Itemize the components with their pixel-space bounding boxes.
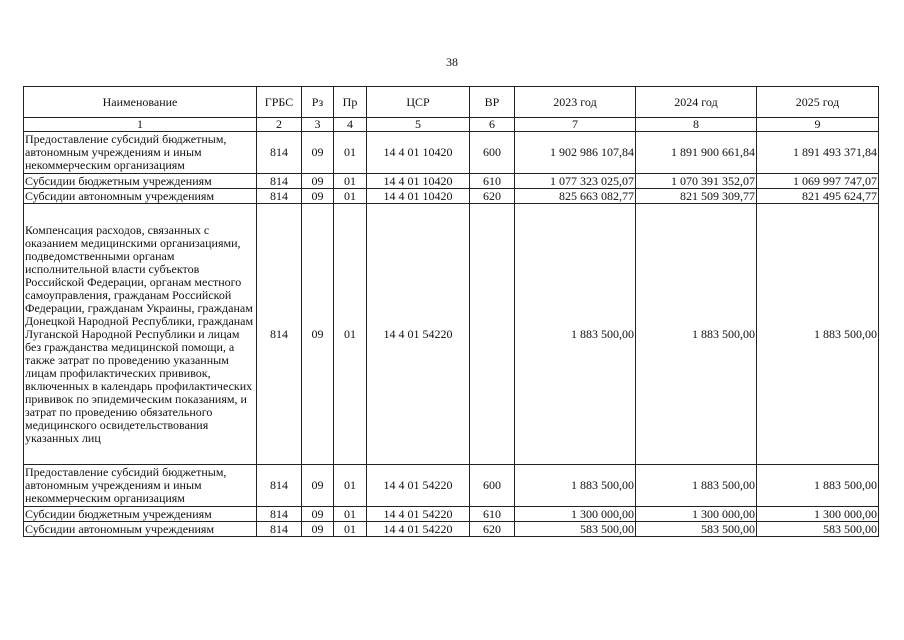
cell-pr: 01 [334, 522, 367, 537]
cell-csr: 14 4 01 10420 [367, 189, 470, 204]
cell-csr: 14 4 01 54220 [367, 507, 470, 522]
cell-2023: 1 300 000,00 [515, 507, 636, 522]
cell-rz: 09 [302, 204, 334, 465]
column-number: 6 [470, 118, 515, 132]
cell-2025: 1 883 500,00 [757, 204, 879, 465]
cell-vr: 610 [470, 174, 515, 189]
table-row [24, 132, 879, 174]
header-vr: ВР [470, 87, 515, 118]
header-2023: 2023 год [515, 87, 636, 118]
column-number: 1 [24, 118, 257, 132]
cell-2025: 1 883 500,00 [757, 465, 879, 507]
cell-csr: 14 4 01 54220 [367, 465, 470, 507]
cell-2025: 1 891 493 371,84 [757, 132, 879, 174]
cell-grbs: 814 [257, 132, 302, 174]
column-number: 5 [367, 118, 470, 132]
cell-name: Субсидии автономным учреждениям [24, 189, 257, 204]
cell-2023: 1 883 500,00 [515, 204, 636, 465]
cell-2024: 1 883 500,00 [636, 204, 757, 465]
cell-2025: 1 069 997 747,07 [757, 174, 879, 189]
table-header-row [24, 87, 879, 118]
cell-grbs: 814 [257, 465, 302, 507]
cell-2024: 821 509 309,77 [636, 189, 757, 204]
column-number: 7 [515, 118, 636, 132]
cell-2023: 1 902 986 107,84 [515, 132, 636, 174]
cell-2024: 1 300 000,00 [636, 507, 757, 522]
column-number: 9 [757, 118, 879, 132]
header-csr: ЦСР [367, 87, 470, 118]
cell-2024: 1 883 500,00 [636, 465, 757, 507]
column-number: 3 [302, 118, 334, 132]
cell-2025: 821 495 624,77 [757, 189, 879, 204]
header-2025: 2025 год [757, 87, 879, 118]
cell-2025: 583 500,00 [757, 522, 879, 537]
cell-grbs: 814 [257, 204, 302, 465]
cell-grbs: 814 [257, 522, 302, 537]
cell-2023: 825 663 082,77 [515, 189, 636, 204]
cell-grbs: 814 [257, 507, 302, 522]
header-rz: Рз [302, 87, 334, 118]
cell-csr: 14 4 01 54220 [367, 522, 470, 537]
table-row [24, 189, 879, 204]
cell-name: Предоставление субсидий бюджетным, автономным учреждениям и иным некоммерческим организациям [24, 465, 257, 507]
header-2024: 2024 год [636, 87, 757, 118]
header-pr: Пр [334, 87, 367, 118]
cell-pr: 01 [334, 204, 367, 465]
cell-vr: 610 [470, 507, 515, 522]
cell-vr: 600 [470, 465, 515, 507]
cell-pr: 01 [334, 189, 367, 204]
table-row [24, 174, 879, 189]
cell-name: Субсидии бюджетным учреждениям [24, 174, 257, 189]
table-row [24, 465, 879, 507]
cell-csr: 14 4 01 10420 [367, 132, 470, 174]
cell-pr: 01 [334, 507, 367, 522]
cell-vr: 620 [470, 522, 515, 537]
column-number: 2 [257, 118, 302, 132]
cell-rz: 09 [302, 132, 334, 174]
cell-name: Компенсация расходов, связанных с оказанием медицинскими организациями, подведомственными органам исполнительной власти субъектов Российской Федерации, органам местного самоуправления, гражданам Российской Федерации, гражданам Украины, гражданам Донецкой Народной Республики, гражданам Луганской Народной Республики и лицам без гражданства медицинской помощи, а также затрат по проведению указанным лицам профилактических прививок, включенных в календарь профилактических прививок по эпидемическим показаниям, и затрат по проведению обязательного медицинского освидетельствования указанных лиц [24, 204, 257, 465]
cell-2024: 1 070 391 352,07 [636, 174, 757, 189]
cell-csr: 14 4 01 10420 [367, 174, 470, 189]
cell-pr: 01 [334, 174, 367, 189]
column-number: 4 [334, 118, 367, 132]
cell-name: Субсидии автономным учреждениям [24, 522, 257, 537]
cell-name: Предоставление субсидий бюджетным, автономным учреждениям и иным некоммерческим организациям [24, 132, 257, 174]
table-row [24, 522, 879, 537]
cell-grbs: 814 [257, 174, 302, 189]
cell-name: Субсидии бюджетным учреждениям [24, 507, 257, 522]
cell-rz: 09 [302, 507, 334, 522]
cell-vr: 600 [470, 132, 515, 174]
cell-2024: 583 500,00 [636, 522, 757, 537]
cell-pr: 01 [334, 465, 367, 507]
table-row [24, 507, 879, 522]
cell-2024: 1 891 900 661,84 [636, 132, 757, 174]
cell-2023: 1 883 500,00 [515, 465, 636, 507]
cell-pr: 01 [334, 132, 367, 174]
budget-table [23, 86, 879, 537]
cell-rz: 09 [302, 522, 334, 537]
header-name: Наименование [24, 87, 257, 118]
cell-rz: 09 [302, 189, 334, 204]
column-number: 8 [636, 118, 757, 132]
cell-grbs: 814 [257, 189, 302, 204]
cell-vr [470, 204, 515, 465]
cell-vr: 620 [470, 189, 515, 204]
header-grbs: ГРБС [257, 87, 302, 118]
cell-2023: 583 500,00 [515, 522, 636, 537]
cell-2025: 1 300 000,00 [757, 507, 879, 522]
cell-rz: 09 [302, 465, 334, 507]
table-row [24, 204, 879, 465]
cell-rz: 09 [302, 174, 334, 189]
cell-csr: 14 4 01 54220 [367, 204, 470, 465]
cell-2023: 1 077 323 025,07 [515, 174, 636, 189]
column-number-row [24, 118, 879, 132]
page-number: 38 [446, 55, 458, 69]
